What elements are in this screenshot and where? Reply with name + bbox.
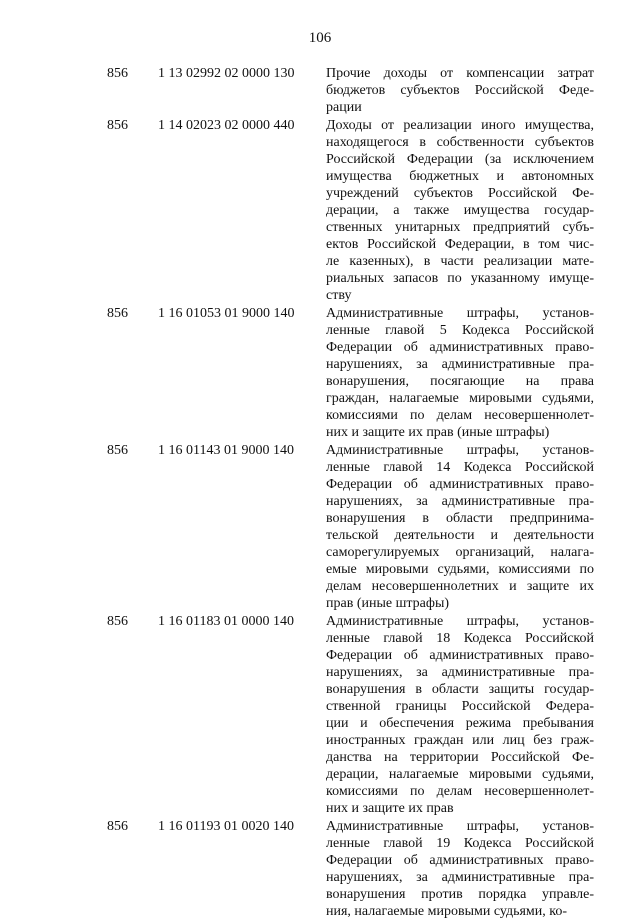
revenue-description	[326, 613, 594, 817]
description-line: Административные штрафы, установ-	[326, 306, 594, 321]
revenue-description	[326, 117, 594, 304]
table-row	[0, 442, 640, 612]
description-line: риальных запасов по указанному имуще-	[326, 271, 594, 286]
description-line: прав (иные штрафы)	[326, 596, 450, 611]
table-row	[0, 65, 640, 116]
description-line: бюджетов субъектов Российской Феде-	[326, 83, 594, 98]
description-line: Российской Федерации (за исключением	[326, 152, 594, 167]
budget-classification-code: 1 16 01053 01 9000 140	[158, 306, 295, 321]
budget-classification-code: 1 16 01183 01 0000 140	[158, 614, 294, 629]
admin-code: 856	[107, 118, 128, 133]
description-line: рации	[326, 100, 362, 115]
description-line: иностранных граждан или лиц без граж-	[326, 733, 594, 748]
revenue-code-table	[0, 65, 640, 921]
revenue-description	[326, 305, 594, 441]
description-line: вонарушения против порядка управле-	[326, 887, 594, 902]
admin-code: 856	[107, 614, 128, 629]
revenue-description	[326, 442, 594, 612]
description-line: граждан, налагаемые мировыми судьями,	[326, 391, 594, 406]
description-line: находящегося в собственности субъектов	[326, 135, 594, 150]
admin-code: 856	[107, 66, 128, 81]
description-line: Административные штрафы, установ-	[326, 614, 594, 629]
description-line: комиссиями по делам несовершеннолет-	[326, 784, 594, 799]
description-line: учреждений субъектов Российской Фе-	[326, 186, 594, 201]
description-line: них и защите их прав (иные штрафы)	[326, 425, 550, 440]
description-line: данства на территории Российской Фе-	[326, 750, 594, 765]
description-line: ленные главой 18 Кодекса Российской	[326, 631, 594, 646]
revenue-description	[326, 65, 594, 116]
budget-classification-code: 1 14 02023 02 0000 440	[158, 118, 295, 133]
description-line: ции и обеспечения режима пребывания	[326, 716, 594, 731]
table-row	[0, 613, 640, 817]
description-line: дерации, а также имущества государ-	[326, 203, 594, 218]
description-line: вонарушения в области защиты государ-	[326, 682, 594, 697]
description-line: них и защите их прав	[326, 801, 454, 816]
description-line: нарушениях, за административные пра-	[326, 870, 594, 885]
description-line: саморегулируемых организаций, налага-	[326, 545, 594, 560]
description-line: Федерации об административных право-	[326, 853, 594, 868]
description-line: ству	[326, 288, 352, 303]
description-line: ственных унитарных предприятий субъ-	[326, 220, 594, 235]
description-line: нарушениях, за административные пра-	[326, 357, 594, 372]
table-row	[0, 117, 640, 304]
description-line: ленные главой 14 Кодекса Российской	[326, 460, 594, 475]
description-line: ственной границы Российской Федера-	[326, 699, 594, 714]
description-line: Федерации об административных право-	[326, 648, 594, 663]
description-line: Прочие доходы от компенсации затрат	[326, 66, 594, 81]
description-line: дерации, налагаемые мировыми судьями,	[326, 767, 594, 782]
admin-code: 856	[107, 306, 128, 321]
description-line: ния, налагаемые мировыми судьями, ко-	[326, 904, 568, 919]
admin-code: 856	[107, 443, 128, 458]
description-line: вонарушения в области предпринима-	[326, 511, 594, 526]
description-line: Федерации об административных право-	[326, 340, 594, 355]
admin-code: 856	[107, 819, 128, 834]
budget-classification-code: 1 16 01143 01 9000 140	[158, 443, 294, 458]
description-line: Доходы от реализации иного имущества,	[326, 118, 594, 133]
budget-classification-code: 1 13 02992 02 0000 130	[158, 66, 295, 81]
description-line: ле казенных), в части реализации мате-	[326, 254, 594, 269]
page-number: 106	[308, 30, 332, 46]
description-line: ленные главой 5 Кодекса Российской	[326, 323, 594, 338]
description-line: вонарушения, посягающие на права	[326, 374, 594, 389]
description-line: Административные штрафы, установ-	[326, 819, 594, 834]
description-line: делам несовершеннолетних и защите их	[326, 579, 594, 594]
budget-classification-code: 1 16 01193 01 0020 140	[158, 819, 294, 834]
description-line: нарушениях, за административные пра-	[326, 665, 594, 680]
description-line: нарушениях, за административные пра-	[326, 494, 594, 509]
description-line: ектов Российской Федерации, в том чис-	[326, 237, 594, 252]
table-row	[0, 305, 640, 441]
description-line: комиссиями по делам несовершеннолет-	[326, 408, 594, 423]
description-line: имущества бюджетных и автономных	[326, 169, 594, 184]
description-line: Административные штрафы, установ-	[326, 443, 594, 458]
description-line: ленные главой 19 Кодекса Российской	[326, 836, 594, 851]
description-line: тельской деятельности и деятельности	[326, 528, 594, 543]
description-line: Федерации об административных право-	[326, 477, 594, 492]
description-line: емые мировыми судьями, комиссиями по	[326, 562, 594, 577]
